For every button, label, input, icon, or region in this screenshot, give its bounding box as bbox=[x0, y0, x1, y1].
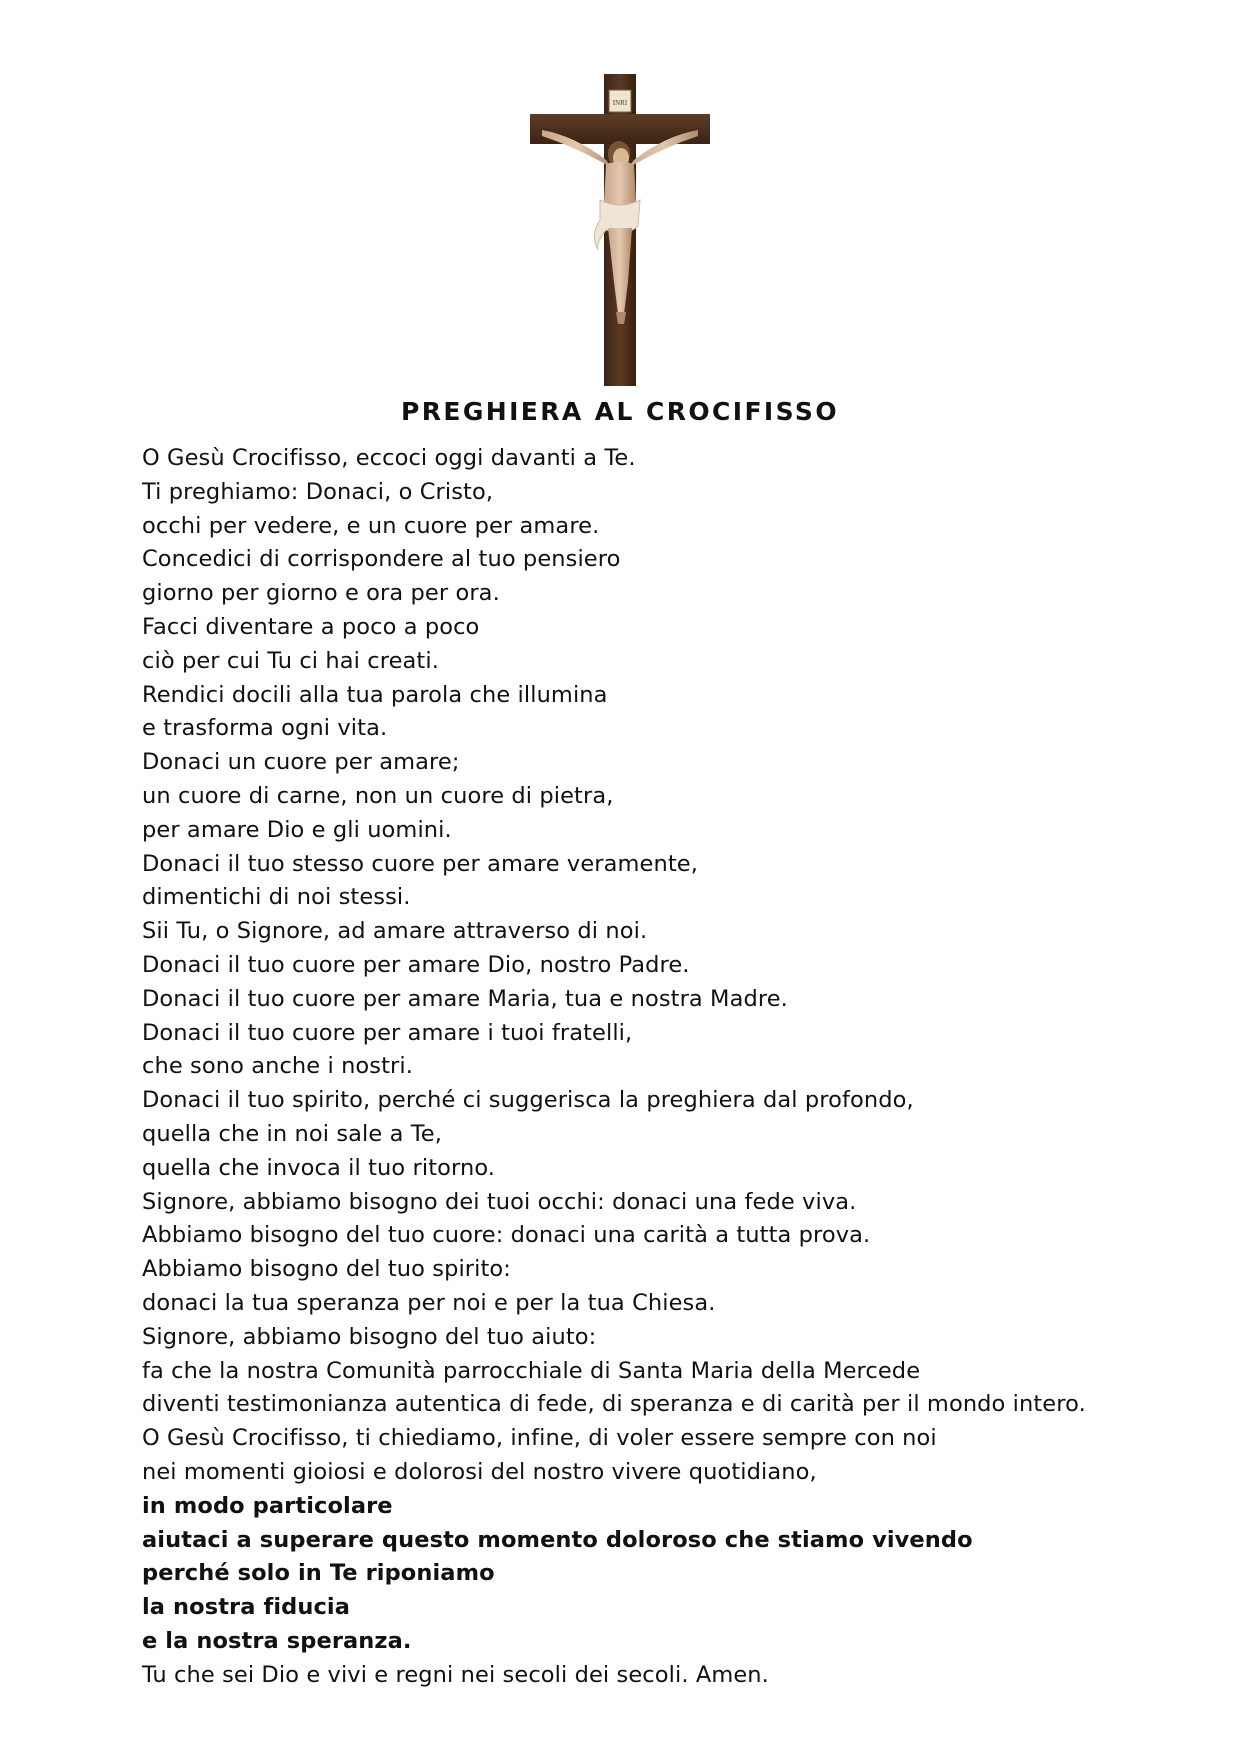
prayer-line: Facci diventare a poco a poco bbox=[142, 613, 480, 640]
prayer-line: Abbiamo bisogno del tuo spirito: bbox=[142, 1256, 511, 1283]
prayer-line: O Gesù Crocifisso, ti chiediamo, infine, di voler essere sempre con noi bbox=[142, 1425, 937, 1452]
crucifix-image bbox=[520, 74, 720, 386]
prayer-line: Donaci il tuo stesso cuore per amare veramente, bbox=[142, 850, 698, 877]
prayer-line: Concedici di corrispondere al tuo pensiero bbox=[142, 546, 621, 573]
prayer-line: dimentichi di noi stessi. bbox=[142, 884, 411, 911]
prayer-line: aiutaci a superare questo momento doloroso che stiamo vivendo bbox=[142, 1526, 973, 1553]
prayer-line: Ti preghiamo: Donaci, o Cristo, bbox=[142, 478, 494, 505]
prayer-line: Rendici docili alla tua parola che illumina bbox=[142, 681, 608, 708]
prayer-line: in modo particolare bbox=[142, 1492, 393, 1519]
prayer-line: la nostra fiducia bbox=[142, 1594, 351, 1621]
prayer-line: Sii Tu, o Signore, ad amare attraverso di noi. bbox=[142, 918, 648, 945]
prayer-line: quella che invoca il tuo ritorno. bbox=[142, 1154, 496, 1181]
page-title: PREGHIERA AL CROCIFISSO bbox=[401, 397, 839, 426]
prayer-line: Signore, abbiamo bisogno dei tuoi occhi: donaci una fede viva. bbox=[142, 1188, 857, 1215]
prayer-line: O Gesù Crocifisso, eccoci oggi davanti a Te. bbox=[142, 445, 636, 471]
prayer-line: Donaci il tuo cuore per amare Dio, nostro Padre. bbox=[142, 951, 690, 978]
prayer-line: Abbiamo bisogno del tuo cuore: donaci una carità a tutta prova. bbox=[142, 1222, 871, 1249]
prayer-text bbox=[142, 442, 1086, 1692]
crucifix-icon bbox=[520, 74, 720, 386]
prayer-line: ciò per cui Tu ci hai creati. bbox=[142, 647, 439, 674]
prayer-line: Donaci il tuo cuore per amare Maria, tua e nostra Madre. bbox=[142, 985, 788, 1012]
inri-text: INRI bbox=[612, 99, 628, 107]
prayer-line: diventi testimonianza autentica di fede, di speranza e di carità per il mondo intero. bbox=[142, 1391, 1086, 1418]
prayer-line: giorno per giorno e ora per ora. bbox=[142, 580, 500, 607]
prayer-line: che sono anche i nostri. bbox=[142, 1053, 413, 1080]
prayer-line: e trasforma ogni vita. bbox=[142, 715, 388, 742]
prayer-line: nei momenti gioiosi e dolorosi del nostro vivere quotidiano, bbox=[142, 1458, 817, 1485]
prayer-line: quella che in noi sale a Te, bbox=[142, 1120, 442, 1147]
prayer-line: Donaci il tuo spirito, perché ci suggerisca la preghiera dal profondo, bbox=[142, 1087, 914, 1114]
prayer-line: fa che la nostra Comunità parrocchiale di Santa Maria della Mercede bbox=[142, 1357, 921, 1384]
prayer-line: un cuore di carne, non un cuore di pietra, bbox=[142, 782, 614, 809]
prayer-line: e la nostra speranza. bbox=[142, 1627, 412, 1654]
prayer-line: per amare Dio e gli uomini. bbox=[142, 816, 452, 843]
prayer-line: perché solo in Te riponiamo bbox=[142, 1560, 495, 1587]
prayer-line: occhi per vedere, e un cuore per amare. bbox=[142, 512, 600, 539]
prayer-line: Donaci il tuo cuore per amare i tuoi fratelli, bbox=[142, 1019, 633, 1046]
prayer-line: Signore, abbiamo bisogno del tuo aiuto: bbox=[142, 1323, 597, 1350]
prayer-line: Tu che sei Dio e vivi e regni nei secoli dei secoli. Amen. bbox=[142, 1661, 769, 1688]
prayer-line: Donaci un cuore per amare; bbox=[142, 749, 460, 776]
prayer-line: donaci la tua speranza per noi e per la tua Chiesa. bbox=[142, 1289, 716, 1316]
